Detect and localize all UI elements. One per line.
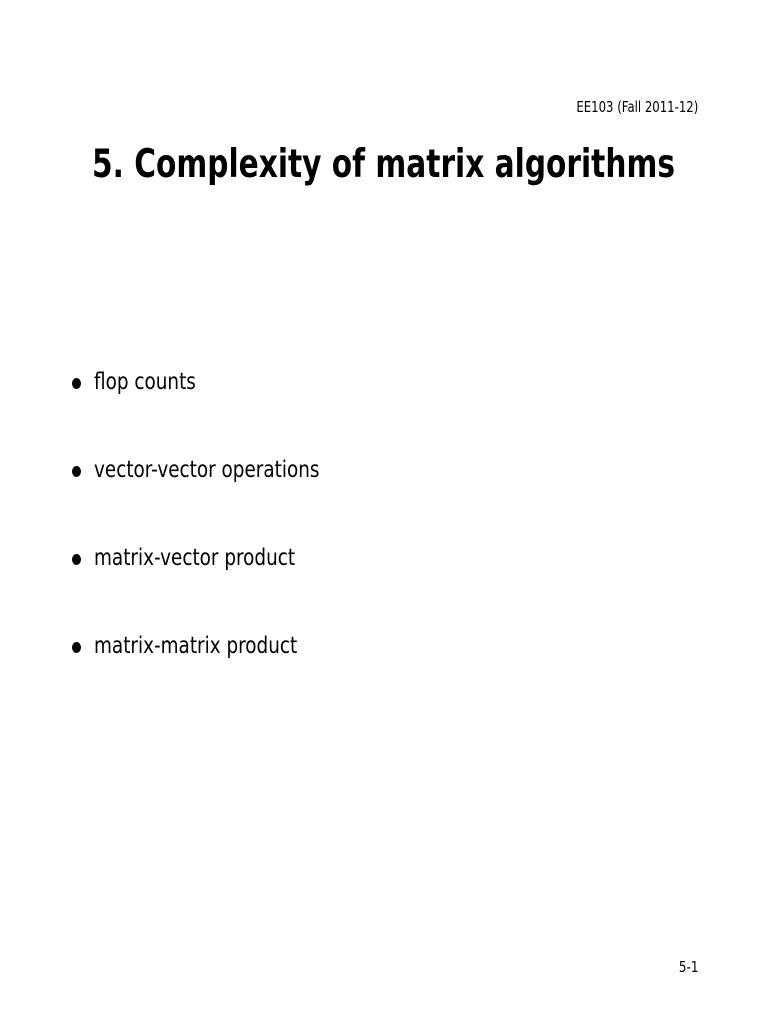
bullet-text: vector-vector operations (94, 457, 320, 483)
bullet-text: flop counts (94, 369, 196, 395)
slide-title-text: 5. Complexity of matrix algorithms (92, 142, 676, 187)
bullet-dot-icon (72, 466, 81, 477)
bullet-dot-icon (72, 642, 81, 653)
slide-title (0, 142, 768, 187)
bullet-list (72, 360, 376, 712)
bullet-item (72, 448, 376, 536)
bullet-item (72, 360, 376, 448)
bullet-item (72, 624, 376, 712)
course-tag: EE103 (Fall 2011-12) (576, 98, 698, 116)
bullet-text: matrix-matrix product (94, 633, 298, 659)
bullet-dot-icon (72, 554, 81, 565)
bullet-item (72, 536, 376, 624)
bullet-text: matrix-vector product (94, 545, 296, 571)
bullet-dot-icon (72, 378, 81, 389)
page-number: 5-1 (678, 958, 698, 976)
